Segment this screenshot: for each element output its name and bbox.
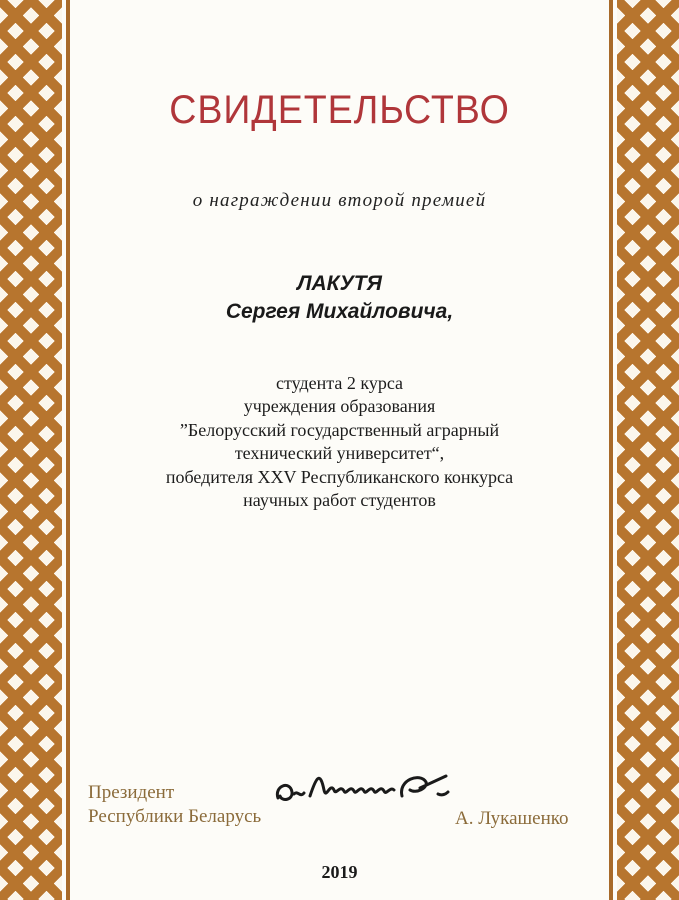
body-line: технический университет“, xyxy=(234,443,445,464)
award-subtitle: о награждении второй премией xyxy=(192,190,487,211)
signatory-name: А. Лукашенко xyxy=(455,808,569,829)
certificate-body xyxy=(0,372,679,512)
certificate-title: СВИДЕТЕЛЬСТВО xyxy=(169,88,510,132)
handwritten-signature xyxy=(270,760,470,810)
recipient-given-name: Сергея Михайловича, xyxy=(225,300,454,323)
body-line: студента 2 курса xyxy=(275,373,404,393)
body-line: научных работ студентов xyxy=(243,490,436,511)
recipient-surname: ЛАКУТЯ xyxy=(297,272,382,295)
body-line: учреждения образования xyxy=(243,396,436,417)
body-line: ”Белорусский государственный аграрный xyxy=(179,419,500,440)
body-line: победителя XXV Республиканского конкурса xyxy=(165,466,514,487)
certificate-year: 2019 xyxy=(321,862,358,882)
signatory-title-line2: Республики Беларусь xyxy=(88,806,262,827)
signatory-title-line1: Президент xyxy=(88,782,175,803)
